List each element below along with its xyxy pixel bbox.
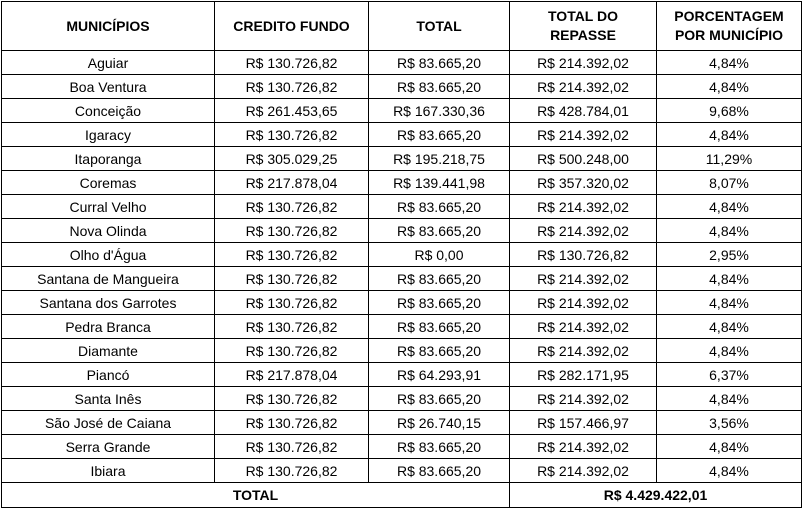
cell-municipio: Itaporanga bbox=[2, 147, 215, 171]
table-row bbox=[2, 51, 802, 75]
table-row bbox=[2, 147, 802, 171]
cell-total-repasse: R$ 214.392,02 bbox=[510, 459, 657, 483]
table-row bbox=[2, 315, 802, 339]
cell-municipio: São José de Caiana bbox=[2, 411, 215, 435]
cell-total: R$ 83.665,20 bbox=[369, 315, 510, 339]
cell-municipio: Aguiar bbox=[2, 51, 215, 75]
cell-total: R$ 83.665,20 bbox=[369, 387, 510, 411]
cell-credito-fundo: R$ 130.726,82 bbox=[215, 315, 369, 339]
cell-total: R$ 83.665,20 bbox=[369, 291, 510, 315]
cell-porcentagem: 4,84% bbox=[657, 195, 802, 219]
table-row bbox=[2, 219, 802, 243]
cell-municipio: Diamante bbox=[2, 339, 215, 363]
cell-total-repasse: R$ 282.171,95 bbox=[510, 363, 657, 387]
cell-total-repasse: R$ 214.392,02 bbox=[510, 51, 657, 75]
cell-credito-fundo: R$ 130.726,82 bbox=[215, 267, 369, 291]
cell-total-repasse: R$ 214.392,02 bbox=[510, 339, 657, 363]
cell-credito-fundo: R$ 130.726,82 bbox=[215, 411, 369, 435]
table-row bbox=[2, 411, 802, 435]
cell-municipio: Santana dos Garrotes bbox=[2, 291, 215, 315]
cell-porcentagem: 4,84% bbox=[657, 387, 802, 411]
header-total-repasse bbox=[510, 2, 657, 51]
cell-total: R$ 167.330,36 bbox=[369, 99, 510, 123]
footer-total-value: R$ 4.429.422,01 bbox=[510, 483, 802, 508]
cell-credito-fundo: R$ 305.029,25 bbox=[215, 147, 369, 171]
cell-credito-fundo: R$ 130.726,82 bbox=[215, 435, 369, 459]
table-row bbox=[2, 243, 802, 267]
cell-municipio: Olho d'Água bbox=[2, 243, 215, 267]
cell-porcentagem: 4,84% bbox=[657, 435, 802, 459]
cell-credito-fundo: R$ 130.726,82 bbox=[215, 387, 369, 411]
cell-municipio: Pedra Branca bbox=[2, 315, 215, 339]
cell-total: R$ 26.740,15 bbox=[369, 411, 510, 435]
table-row bbox=[2, 123, 802, 147]
cell-municipio: Curral Velho bbox=[2, 195, 215, 219]
cell-total-repasse: R$ 157.466,97 bbox=[510, 411, 657, 435]
cell-credito-fundo: R$ 130.726,82 bbox=[215, 195, 369, 219]
cell-porcentagem: 4,84% bbox=[657, 315, 802, 339]
cell-municipio: Igaracy bbox=[2, 123, 215, 147]
cell-municipio: Piancó bbox=[2, 363, 215, 387]
cell-credito-fundo: R$ 130.726,82 bbox=[215, 123, 369, 147]
cell-municipio: Boa Ventura bbox=[2, 75, 215, 99]
cell-credito-fundo: R$ 130.726,82 bbox=[215, 75, 369, 99]
cell-total-repasse: R$ 214.392,02 bbox=[510, 267, 657, 291]
cell-porcentagem: 9,68% bbox=[657, 99, 802, 123]
cell-total-repasse: R$ 214.392,02 bbox=[510, 123, 657, 147]
table-row bbox=[2, 195, 802, 219]
cell-total: R$ 83.665,20 bbox=[369, 435, 510, 459]
table-body bbox=[2, 51, 802, 483]
cell-porcentagem: 4,84% bbox=[657, 51, 802, 75]
cell-credito-fundo: R$ 130.726,82 bbox=[215, 291, 369, 315]
cell-municipio: Ibiara bbox=[2, 459, 215, 483]
cell-total-repasse: R$ 357.320,02 bbox=[510, 171, 657, 195]
table-row bbox=[2, 99, 802, 123]
cell-total-repasse: R$ 428.784,01 bbox=[510, 99, 657, 123]
cell-credito-fundo: R$ 130.726,82 bbox=[215, 51, 369, 75]
cell-porcentagem: 3,56% bbox=[657, 411, 802, 435]
cell-credito-fundo: R$ 130.726,82 bbox=[215, 459, 369, 483]
cell-credito-fundo: R$ 217.878,04 bbox=[215, 171, 369, 195]
cell-total: R$ 83.665,20 bbox=[369, 219, 510, 243]
header-row bbox=[2, 2, 802, 51]
table-row bbox=[2, 387, 802, 411]
cell-porcentagem: 4,84% bbox=[657, 219, 802, 243]
cell-credito-fundo: R$ 130.726,82 bbox=[215, 339, 369, 363]
cell-porcentagem: 11,29% bbox=[657, 147, 802, 171]
cell-total: R$ 83.665,20 bbox=[369, 75, 510, 99]
cell-total-repasse: R$ 214.392,02 bbox=[510, 291, 657, 315]
cell-municipio: Serra Grande bbox=[2, 435, 215, 459]
cell-total: R$ 83.665,20 bbox=[369, 51, 510, 75]
table-row bbox=[2, 75, 802, 99]
cell-municipio: Santa Inês bbox=[2, 387, 215, 411]
cell-porcentagem: 4,84% bbox=[657, 123, 802, 147]
cell-credito-fundo: R$ 130.726,82 bbox=[215, 219, 369, 243]
cell-porcentagem: 2,95% bbox=[657, 243, 802, 267]
cell-total-repasse: R$ 214.392,02 bbox=[510, 75, 657, 99]
table-row bbox=[2, 339, 802, 363]
repasse-table bbox=[1, 1, 802, 508]
header-total: TOTAL bbox=[369, 2, 510, 51]
cell-total-repasse: R$ 214.392,02 bbox=[510, 435, 657, 459]
cell-porcentagem: 6,37% bbox=[657, 363, 802, 387]
header-porcentagem-line1: PORCENTAGEM bbox=[674, 8, 784, 24]
table-row bbox=[2, 171, 802, 195]
cell-total-repasse: R$ 214.392,02 bbox=[510, 315, 657, 339]
header-credito-fundo: CREDITO FUNDO bbox=[215, 2, 369, 51]
table-row bbox=[2, 291, 802, 315]
cell-porcentagem: 4,84% bbox=[657, 459, 802, 483]
cell-total-repasse: R$ 130.726,82 bbox=[510, 243, 657, 267]
cell-porcentagem: 4,84% bbox=[657, 339, 802, 363]
cell-municipio: Coremas bbox=[2, 171, 215, 195]
table-row bbox=[2, 363, 802, 387]
cell-total-repasse: R$ 214.392,02 bbox=[510, 219, 657, 243]
footer-row bbox=[2, 483, 802, 508]
header-municipios: MUNICÍPIOS bbox=[2, 2, 215, 51]
table-row bbox=[2, 459, 802, 483]
cell-total-repasse: R$ 500.248,00 bbox=[510, 147, 657, 171]
cell-porcentagem: 4,84% bbox=[657, 291, 802, 315]
cell-credito-fundo: R$ 130.726,82 bbox=[215, 243, 369, 267]
cell-porcentagem: 4,84% bbox=[657, 267, 802, 291]
cell-total: R$ 0,00 bbox=[369, 243, 510, 267]
table-row bbox=[2, 435, 802, 459]
cell-porcentagem: 8,07% bbox=[657, 171, 802, 195]
header-total-repasse-line1: TOTAL DO bbox=[548, 8, 618, 24]
cell-porcentagem: 4,84% bbox=[657, 75, 802, 99]
cell-total: R$ 83.665,20 bbox=[369, 459, 510, 483]
cell-total: R$ 83.665,20 bbox=[369, 267, 510, 291]
cell-municipio: Santana de Mangueira bbox=[2, 267, 215, 291]
cell-municipio: Nova Olinda bbox=[2, 219, 215, 243]
header-porcentagem-line2: POR MUNICÍPIO bbox=[674, 27, 784, 43]
header-total-repasse-line2: REPASSE bbox=[550, 27, 616, 43]
header-porcentagem bbox=[657, 2, 802, 51]
cell-total: R$ 83.665,20 bbox=[369, 195, 510, 219]
cell-total: R$ 139.441,98 bbox=[369, 171, 510, 195]
footer-total-label: TOTAL bbox=[2, 483, 510, 508]
table-row bbox=[2, 267, 802, 291]
cell-total: R$ 83.665,20 bbox=[369, 339, 510, 363]
cell-total: R$ 83.665,20 bbox=[369, 123, 510, 147]
cell-municipio: Conceição bbox=[2, 99, 215, 123]
cell-total-repasse: R$ 214.392,02 bbox=[510, 387, 657, 411]
cell-total: R$ 195.218,75 bbox=[369, 147, 510, 171]
cell-total-repasse: R$ 214.392,02 bbox=[510, 195, 657, 219]
cell-total: R$ 64.293,91 bbox=[369, 363, 510, 387]
cell-credito-fundo: R$ 261.453,65 bbox=[215, 99, 369, 123]
cell-credito-fundo: R$ 217.878,04 bbox=[215, 363, 369, 387]
